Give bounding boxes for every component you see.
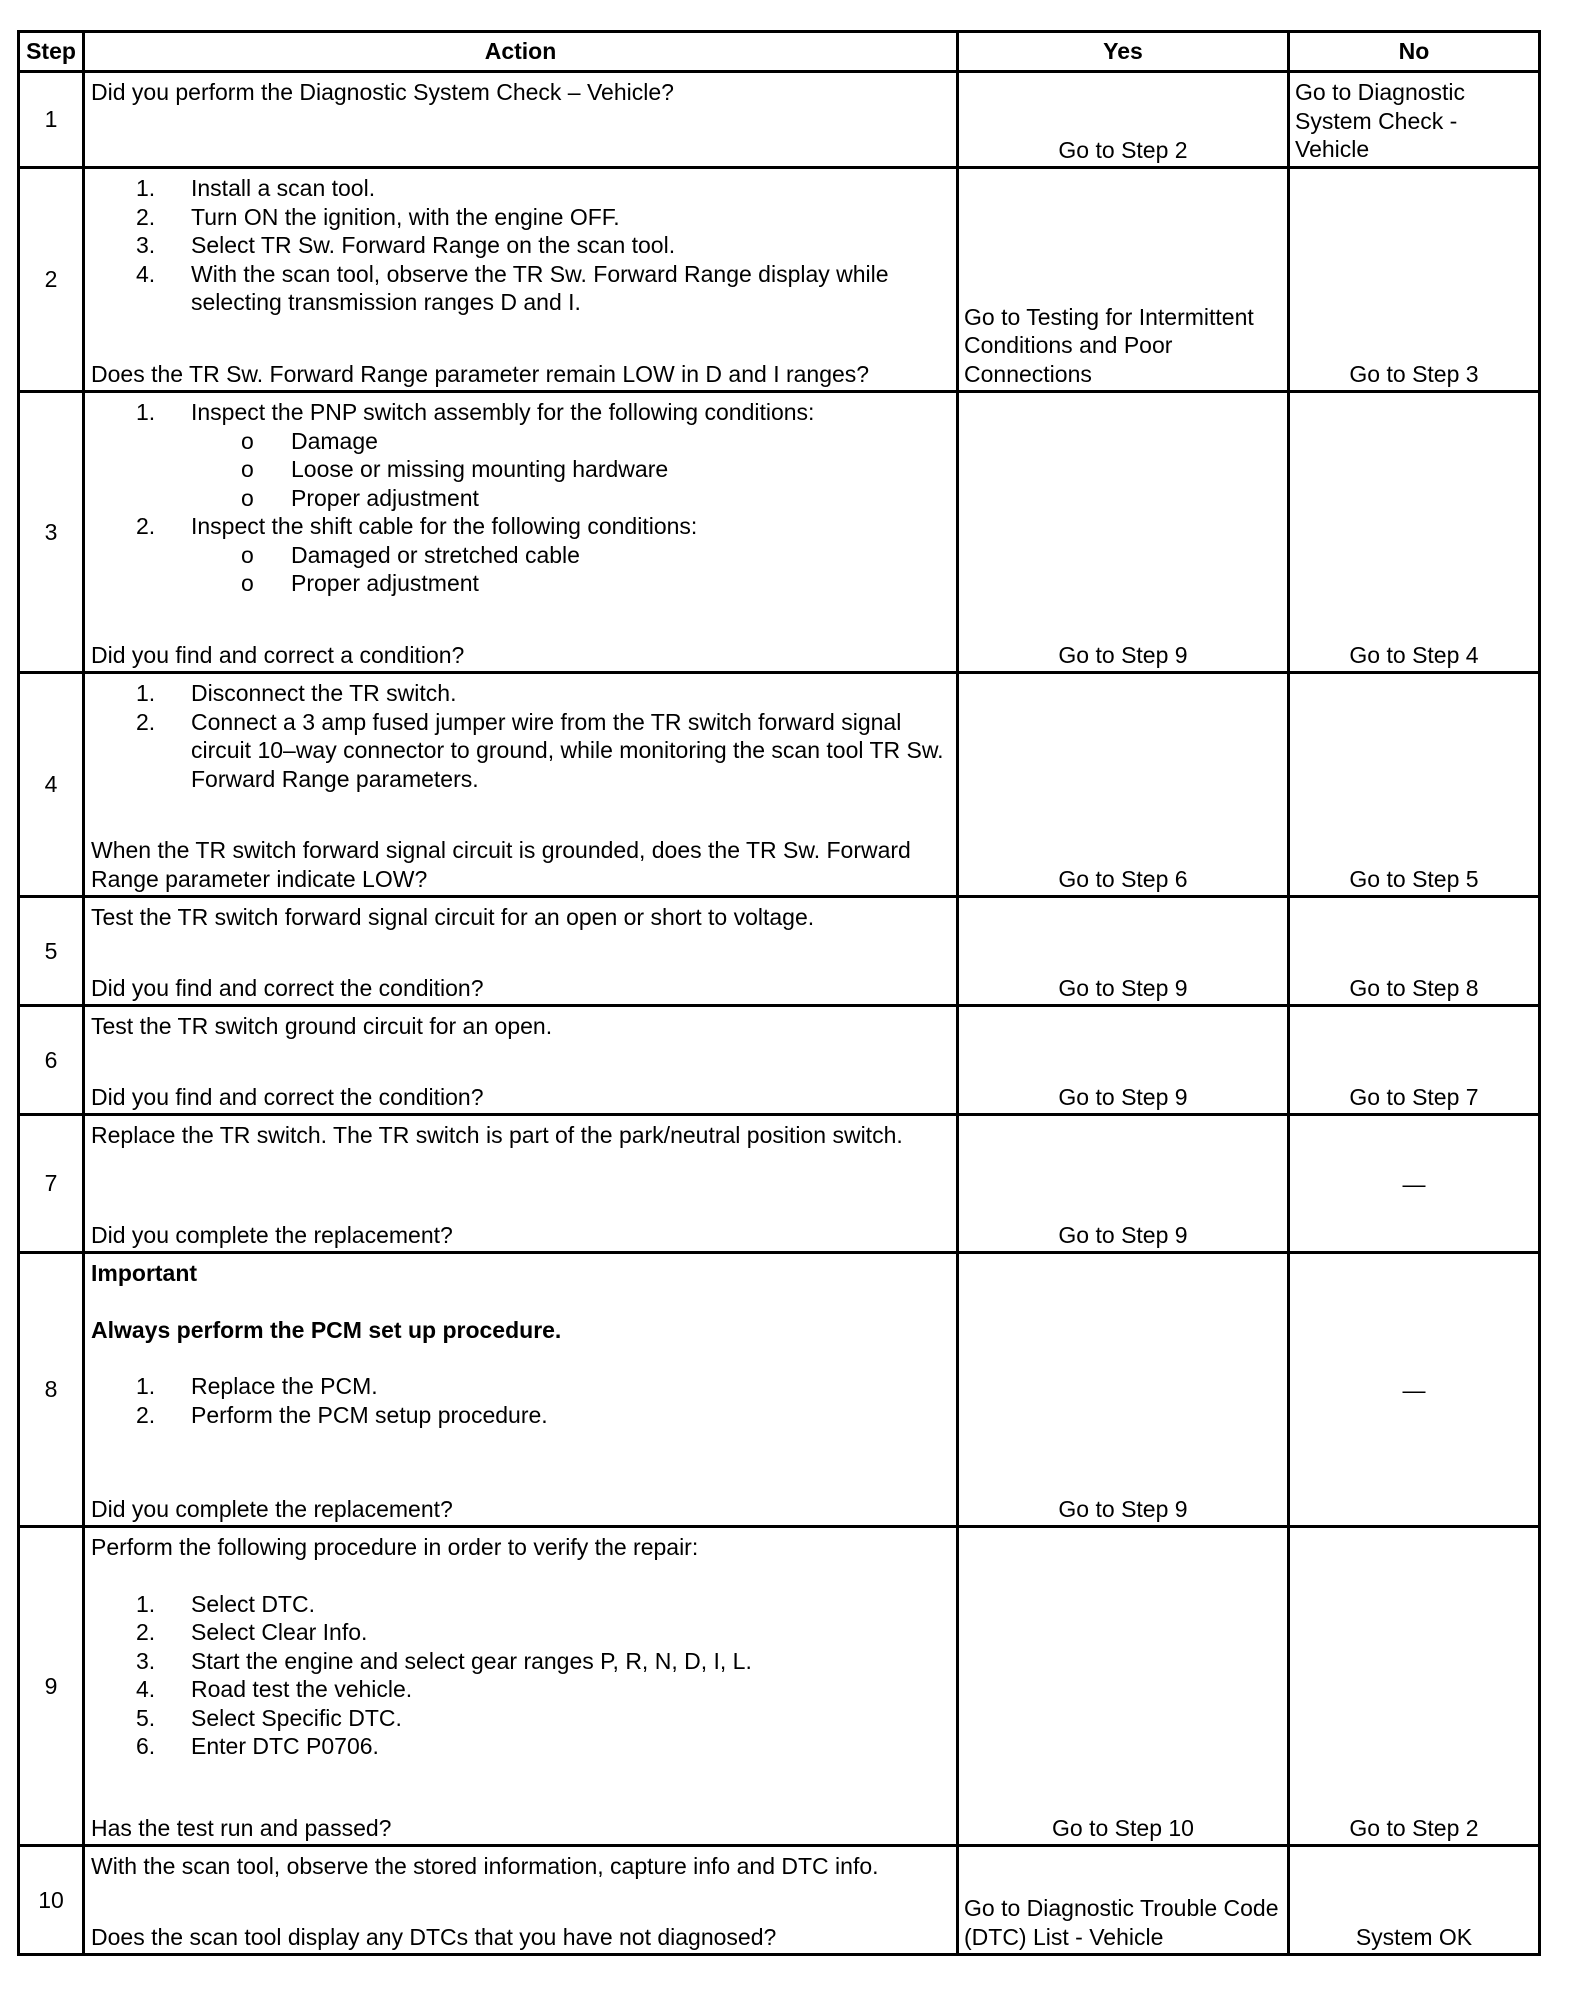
question-text: Did you complete the replacement? — [91, 1495, 453, 1522]
no-cell — [1289, 72, 1540, 168]
step-number: 2 — [19, 168, 84, 392]
question-text: Has the test run and passed? — [91, 1814, 392, 1841]
list-item: Enter DTC P0706. — [191, 1733, 379, 1759]
step-number: 3 — [19, 392, 84, 673]
list-item: Inspect the PNP switch assembly for the following conditions: o Damage o Loose or missing mounting hardware o Proper adjustment — [191, 398, 950, 512]
yes-cell — [958, 1527, 1289, 1846]
no-dash: — — [1402, 1170, 1426, 1197]
important-note: Always perform the PCM set up procedure. — [91, 1316, 562, 1343]
no-cell — [1289, 1115, 1540, 1253]
list-item: Turn ON the ignition, with the engine OFF. — [191, 203, 620, 230]
question-text: When the TR switch forward signal circuit is grounded, does the TR Sw. Forward Range parameter indicate LOW? — [91, 837, 911, 892]
action-cell — [84, 1846, 958, 1955]
yes-cell — [958, 72, 1289, 168]
action-text: Perform the following procedure in order to verify the repair: — [91, 1534, 699, 1560]
no-cell — [1289, 897, 1540, 1006]
action-cell — [84, 1006, 958, 1115]
list-item: o Proper adjustment — [291, 569, 950, 598]
condition-list — [191, 427, 950, 513]
diagnostic-table — [17, 30, 1541, 1956]
yes-cell — [958, 673, 1289, 897]
table-row — [19, 1846, 1540, 1955]
yes-cell — [958, 168, 1289, 392]
no-link[interactable]: Go to Step 7 — [1349, 1083, 1479, 1110]
header-yes: Yes — [958, 32, 1289, 72]
yes-link[interactable]: Go to Step 10 — [1052, 1814, 1194, 1841]
list-item: With the scan tool, observe the TR Sw. Forward Range display while selecting transmission ranges D and I. — [191, 260, 889, 315]
no-result: System OK — [1355, 1923, 1473, 1950]
action-cell — [84, 1115, 958, 1253]
list-item: Replace the PCM. — [191, 1373, 378, 1399]
table-row — [19, 1527, 1540, 1846]
table-row — [19, 392, 1540, 673]
table-row — [19, 72, 1540, 168]
question-text: Did you find and correct the condition? — [91, 974, 484, 1001]
table-row — [19, 1115, 1540, 1253]
yes-cell — [958, 1115, 1289, 1253]
procedure-list — [91, 679, 950, 793]
no-link[interactable]: Go to Step 3 — [1349, 360, 1479, 387]
no-cell — [1289, 673, 1540, 897]
action-cell — [84, 1253, 958, 1527]
list-item: Perform the PCM setup procedure. — [191, 1401, 548, 1428]
step-number: 7 — [19, 1115, 84, 1253]
condition-list — [191, 541, 950, 598]
header-no: No — [1289, 32, 1540, 72]
no-cell — [1289, 1006, 1540, 1115]
yes-link[interactable]: Go to Step 9 — [1058, 641, 1188, 668]
no-cell — [1289, 1253, 1540, 1527]
yes-link[interactable]: Go to Testing for Intermittent Conditions and Poor Connections — [964, 303, 1254, 387]
list-item: o Loose or missing mounting hardware — [291, 455, 950, 484]
no-link[interactable]: Go to Step 2 — [1349, 1814, 1479, 1841]
list-item: o Damage — [291, 427, 950, 456]
yes-link[interactable]: Go to Step 6 — [1058, 865, 1188, 892]
question-text: Did you find and correct the condition? — [91, 1083, 484, 1110]
question-text: Does the scan tool display any DTCs that you have not diagnosed? — [91, 1923, 777, 1950]
no-link[interactable]: Go to Step 5 — [1349, 865, 1479, 892]
action-cell — [84, 168, 958, 392]
yes-link[interactable]: Go to Step 9 — [1058, 1495, 1188, 1522]
action-text: With the scan tool, observe the stored information, capture info and DTC info. — [91, 1853, 879, 1879]
no-cell — [1289, 1846, 1540, 1955]
action-cell — [84, 392, 958, 673]
list-item: Disconnect the TR switch. — [191, 680, 457, 706]
action-cell — [84, 673, 958, 897]
table-row — [19, 897, 1540, 1006]
table-row — [19, 1006, 1540, 1115]
header-action: Action — [84, 32, 958, 72]
action-cell — [84, 1527, 958, 1846]
procedure-list — [91, 174, 950, 317]
yes-cell — [958, 392, 1289, 673]
no-link[interactable]: Go to Step 4 — [1349, 641, 1479, 668]
table-row — [19, 673, 1540, 897]
list-item: Select Clear Info. — [191, 1619, 368, 1645]
no-cell — [1289, 1527, 1540, 1846]
list-item: Select DTC. — [191, 1590, 315, 1617]
list-item: Select Specific DTC. — [191, 1704, 402, 1731]
step-number: 6 — [19, 1006, 84, 1115]
action-cell — [84, 72, 958, 168]
list-item: Install a scan tool. — [191, 175, 376, 201]
list-item: Road test the vehicle. — [191, 1676, 413, 1702]
step-number: 10 — [19, 1846, 84, 1955]
step-number: 8 — [19, 1253, 84, 1527]
yes-link[interactable]: Go to Step 9 — [1058, 1083, 1188, 1110]
action-text: Did you perform the Diagnostic System Check – Vehicle? — [91, 79, 674, 105]
step-number: 9 — [19, 1527, 84, 1846]
action-text: Replace the TR switch. The TR switch is part of the park/neutral position switch. — [91, 1122, 903, 1148]
table-row — [19, 168, 1540, 392]
procedure-list — [91, 1590, 950, 1761]
question-text: Did you find and correct a condition? — [91, 641, 465, 668]
header-row — [19, 32, 1540, 72]
yes-link[interactable]: Go to Step 2 — [1058, 136, 1188, 163]
yes-cell — [958, 1846, 1289, 1955]
action-cell — [84, 897, 958, 1006]
no-cell — [1289, 392, 1540, 673]
table-row — [19, 1253, 1540, 1527]
list-item: o Damaged or stretched cable — [291, 541, 950, 570]
yes-link[interactable]: Go to Step 9 — [1058, 974, 1188, 1001]
list-item: Connect a 3 amp fused jumper wire from the TR switch forward signal circuit 10–way connector to ground, while monitoring the scan tool TR Sw. Forward Range parameters. — [191, 708, 944, 792]
list-item: Select TR Sw. Forward Range on the scan tool. — [191, 232, 676, 258]
action-text: Test the TR switch forward signal circuit for an open or short to voltage. — [91, 904, 815, 930]
step-number: 1 — [19, 72, 84, 168]
yes-link[interactable]: Go to Step 9 — [1058, 1221, 1188, 1248]
action-text: Test the TR switch ground circuit for an open. — [91, 1013, 553, 1039]
list-item: Start the engine and select gear ranges P, R, N, D, I, L. — [191, 1647, 752, 1674]
header-step: Step — [19, 32, 84, 72]
yes-link[interactable]: Go to Diagnostic Trouble Code (DTC) List - Vehicle — [964, 1895, 1279, 1950]
procedure-list — [91, 398, 950, 598]
no-link[interactable]: Go to Diagnostic System Check - Vehicle — [1295, 79, 1466, 162]
list-item: o Proper adjustment — [291, 484, 950, 513]
step-number: 4 — [19, 673, 84, 897]
no-cell — [1289, 168, 1540, 392]
question-text: Does the TR Sw. Forward Range parameter remain LOW in D and I ranges? — [91, 360, 870, 387]
yes-cell — [958, 897, 1289, 1006]
list-item: Inspect the shift cable for the following conditions: o Damaged or stretched cable o Proper adjustment — [191, 512, 950, 598]
question-text: Did you complete the replacement? — [91, 1221, 453, 1248]
important-heading: Important — [91, 1260, 198, 1286]
yes-cell — [958, 1253, 1289, 1527]
no-dash: — — [1402, 1376, 1426, 1403]
procedure-list — [91, 1372, 950, 1429]
step-number: 5 — [19, 897, 84, 1006]
yes-cell — [958, 1006, 1289, 1115]
no-link[interactable]: Go to Step 8 — [1349, 974, 1479, 1001]
